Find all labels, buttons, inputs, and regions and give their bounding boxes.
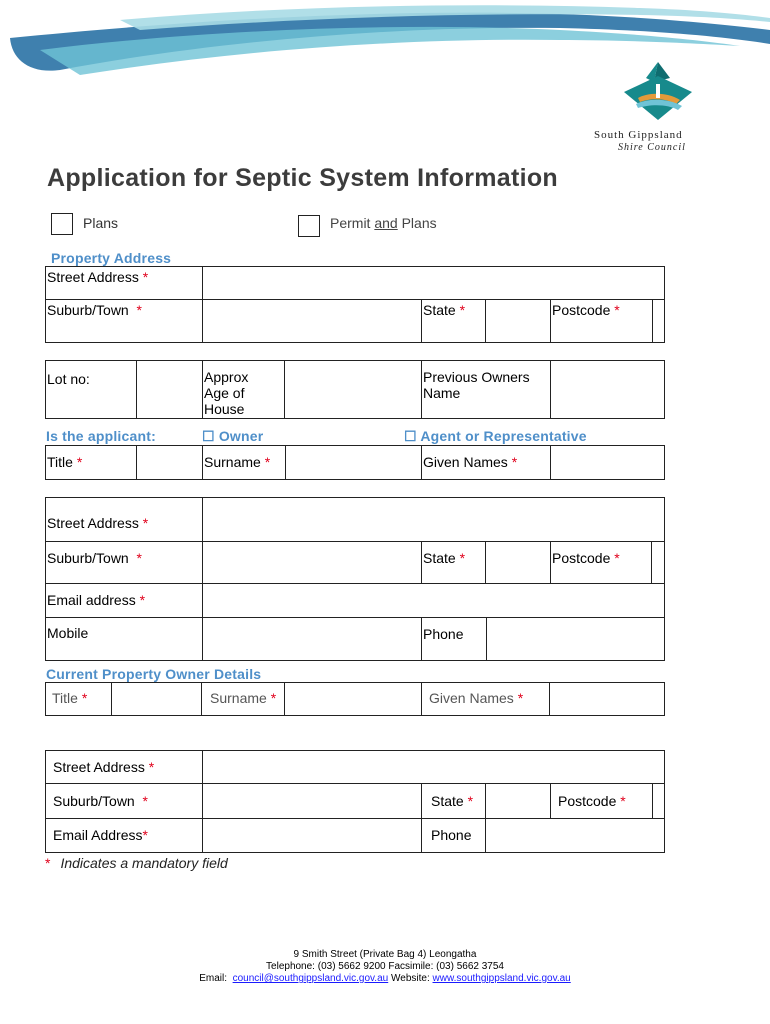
logo-text-line1: South Gippsland [594, 129, 683, 141]
owner-email-text: Email Address [53, 827, 143, 843]
property-suburb-label [46, 300, 203, 343]
owner-phone-input[interactable] [486, 819, 665, 853]
footer-email-label: Email: [199, 973, 228, 984]
property-street-label [46, 267, 203, 300]
applicant-owner-option[interactable]: ☐ Owner [202, 428, 264, 444]
owner-title-text: Title [52, 690, 78, 706]
owner-street-input[interactable] [203, 751, 665, 784]
owner-details-heading: Current Property Owner Details [46, 666, 262, 682]
owner-given-names-label [422, 683, 550, 716]
applicant-phone-input[interactable] [487, 618, 664, 660]
applicant-postcode-text: Postcode [552, 550, 611, 566]
footer-website-label: Website: [391, 973, 430, 984]
applicant-title-label [46, 446, 137, 480]
previous-owners-label: Previous Owners Name [422, 361, 551, 419]
applicant-surname-text: Surname [204, 454, 261, 470]
approx-age-input[interactable] [285, 361, 422, 419]
owner-street-text: Street Address [53, 759, 145, 775]
applicant-email-label [46, 584, 203, 618]
property-postcode-input[interactable] [653, 300, 665, 343]
applicant-suburb-input[interactable] [203, 542, 422, 584]
footer-email-link[interactable]: council@southgippsland.vic.gov.au [232, 973, 389, 984]
required-asterisk: * [142, 793, 148, 809]
approx-age-label: Approx Age of House [203, 361, 285, 419]
applicant-street-text: Street Address [47, 515, 139, 531]
lot-no-label: Lot no: [46, 361, 137, 419]
applicant-given-names-text: Given Names [423, 454, 508, 470]
applicant-postcode-label [551, 542, 652, 584]
owner-title-input[interactable] [112, 683, 202, 716]
plans-label: Plans [83, 215, 119, 231]
required-asterisk: * [142, 269, 149, 285]
property-state-text: State [423, 302, 456, 318]
applicant-state-input[interactable] [486, 542, 551, 584]
owner-suburb-text: Suburb/Town [53, 793, 135, 809]
applicant-state-label [422, 542, 486, 584]
property-street-input[interactable] [203, 267, 665, 300]
permit-label-prefix: Permit [330, 215, 375, 231]
property-postcode-label [551, 300, 653, 343]
applicant-question: Is the applicant: [46, 428, 156, 444]
required-asterisk: * [620, 793, 626, 809]
property-street-text: Street Address [47, 269, 139, 285]
required-asterisk: * [136, 302, 142, 318]
required-asterisk: * [467, 793, 474, 809]
footer-telephone: Telephone: (03) 5662 9200 Facsimile: (03) 5662 3754 [266, 961, 504, 972]
applicant-title-text: Title [47, 454, 73, 470]
permit-label-suffix: Plans [397, 215, 437, 231]
owner-phone-label: Phone [422, 819, 486, 853]
applicant-postcode-input[interactable] [652, 542, 665, 584]
required-asterisk: * [142, 515, 149, 531]
owner-given-names-text: Given Names [429, 690, 514, 706]
owner-email-input[interactable] [203, 819, 422, 853]
lot-no-input[interactable] [137, 361, 203, 419]
previous-owners-input[interactable] [551, 361, 665, 419]
permit-label-and: and [374, 215, 398, 231]
mandatory-note-text: Indicates a mandatory field [60, 855, 228, 871]
owner-email-label [46, 819, 203, 853]
owner-state-text: State [431, 793, 464, 809]
owner-street-label [46, 751, 203, 784]
applicant-title-input[interactable] [137, 446, 203, 480]
required-asterisk: * [76, 454, 83, 470]
required-asterisk: * [148, 759, 155, 775]
property-lot-table [45, 360, 665, 419]
applicant-given-names-label [422, 446, 551, 480]
owner-postcode-input[interactable] [653, 784, 665, 819]
applicant-suburb-text: Suburb/Town [47, 550, 129, 566]
council-logo [618, 58, 698, 126]
applicant-street-label [46, 498, 203, 542]
owner-title-label [46, 683, 112, 716]
footer-address: 9 Smith Street (Private Bag 4) Leongatha [293, 949, 477, 960]
applicant-surname-input[interactable] [286, 446, 422, 480]
required-asterisk: * [459, 550, 466, 566]
property-address-heading: Property Address [51, 250, 172, 266]
required-asterisk: * [139, 592, 146, 608]
applicant-phone-cell [422, 618, 665, 661]
page-title: Application for Septic System Information [47, 164, 558, 192]
applicant-mobile-label: Mobile [46, 618, 203, 661]
required-asterisk: * [614, 302, 620, 318]
owner-surname-label [202, 683, 285, 716]
permit-and-plans-checkbox[interactable] [298, 215, 320, 237]
mandatory-asterisk: * [45, 855, 51, 871]
owner-surname-input[interactable] [285, 683, 422, 716]
mandatory-note [45, 855, 228, 871]
owner-postcode-text: Postcode [558, 793, 617, 809]
applicant-address-table [45, 497, 665, 661]
applicant-agent-option[interactable]: ☐ Agent or Representative [404, 428, 587, 444]
property-postcode-text: Postcode [552, 302, 611, 318]
required-asterisk: * [517, 690, 524, 706]
footer-contact-line [0, 973, 770, 985]
required-asterisk: * [264, 454, 271, 470]
applicant-email-input[interactable] [203, 584, 665, 618]
required-asterisk: * [511, 454, 518, 470]
required-asterisk: * [270, 690, 277, 706]
applicant-suburb-label [46, 542, 203, 584]
required-asterisk: * [136, 550, 142, 566]
applicant-state-text: State [423, 550, 456, 566]
property-state-label [422, 300, 486, 343]
owner-suburb-input[interactable] [203, 784, 422, 819]
owner-state-label [422, 784, 486, 819]
owner-state-input[interactable] [486, 784, 551, 819]
applicant-email-text: Email address [47, 592, 136, 608]
property-state-input[interactable] [486, 300, 551, 343]
required-asterisk: * [142, 827, 148, 843]
property-address-table [45, 266, 665, 343]
owner-name-table [45, 682, 665, 716]
footer-website-link[interactable]: www.southgippsland.vic.gov.au [432, 973, 571, 984]
applicant-street-input[interactable] [203, 498, 665, 542]
plans-checkbox[interactable] [51, 213, 73, 235]
logo-text-line2: Shire Council [618, 142, 686, 153]
owner-postcode-label [551, 784, 653, 819]
property-suburb-text: Suburb/Town [47, 302, 129, 318]
owner-suburb-label [46, 784, 203, 819]
applicant-given-names-input[interactable] [551, 446, 665, 480]
owner-given-names-input[interactable] [550, 683, 665, 716]
required-asterisk: * [81, 690, 88, 706]
applicant-surname-label [203, 446, 286, 480]
permit-and-plans-label [330, 215, 437, 231]
property-suburb-input[interactable] [203, 300, 422, 343]
required-asterisk: * [459, 302, 466, 318]
required-asterisk: * [614, 550, 620, 566]
applicant-phone-label: Phone [422, 618, 487, 660]
owner-surname-text: Surname [210, 690, 267, 706]
owner-address-table [45, 750, 665, 853]
applicant-mobile-input[interactable] [203, 618, 422, 661]
applicant-name-table [45, 445, 665, 480]
